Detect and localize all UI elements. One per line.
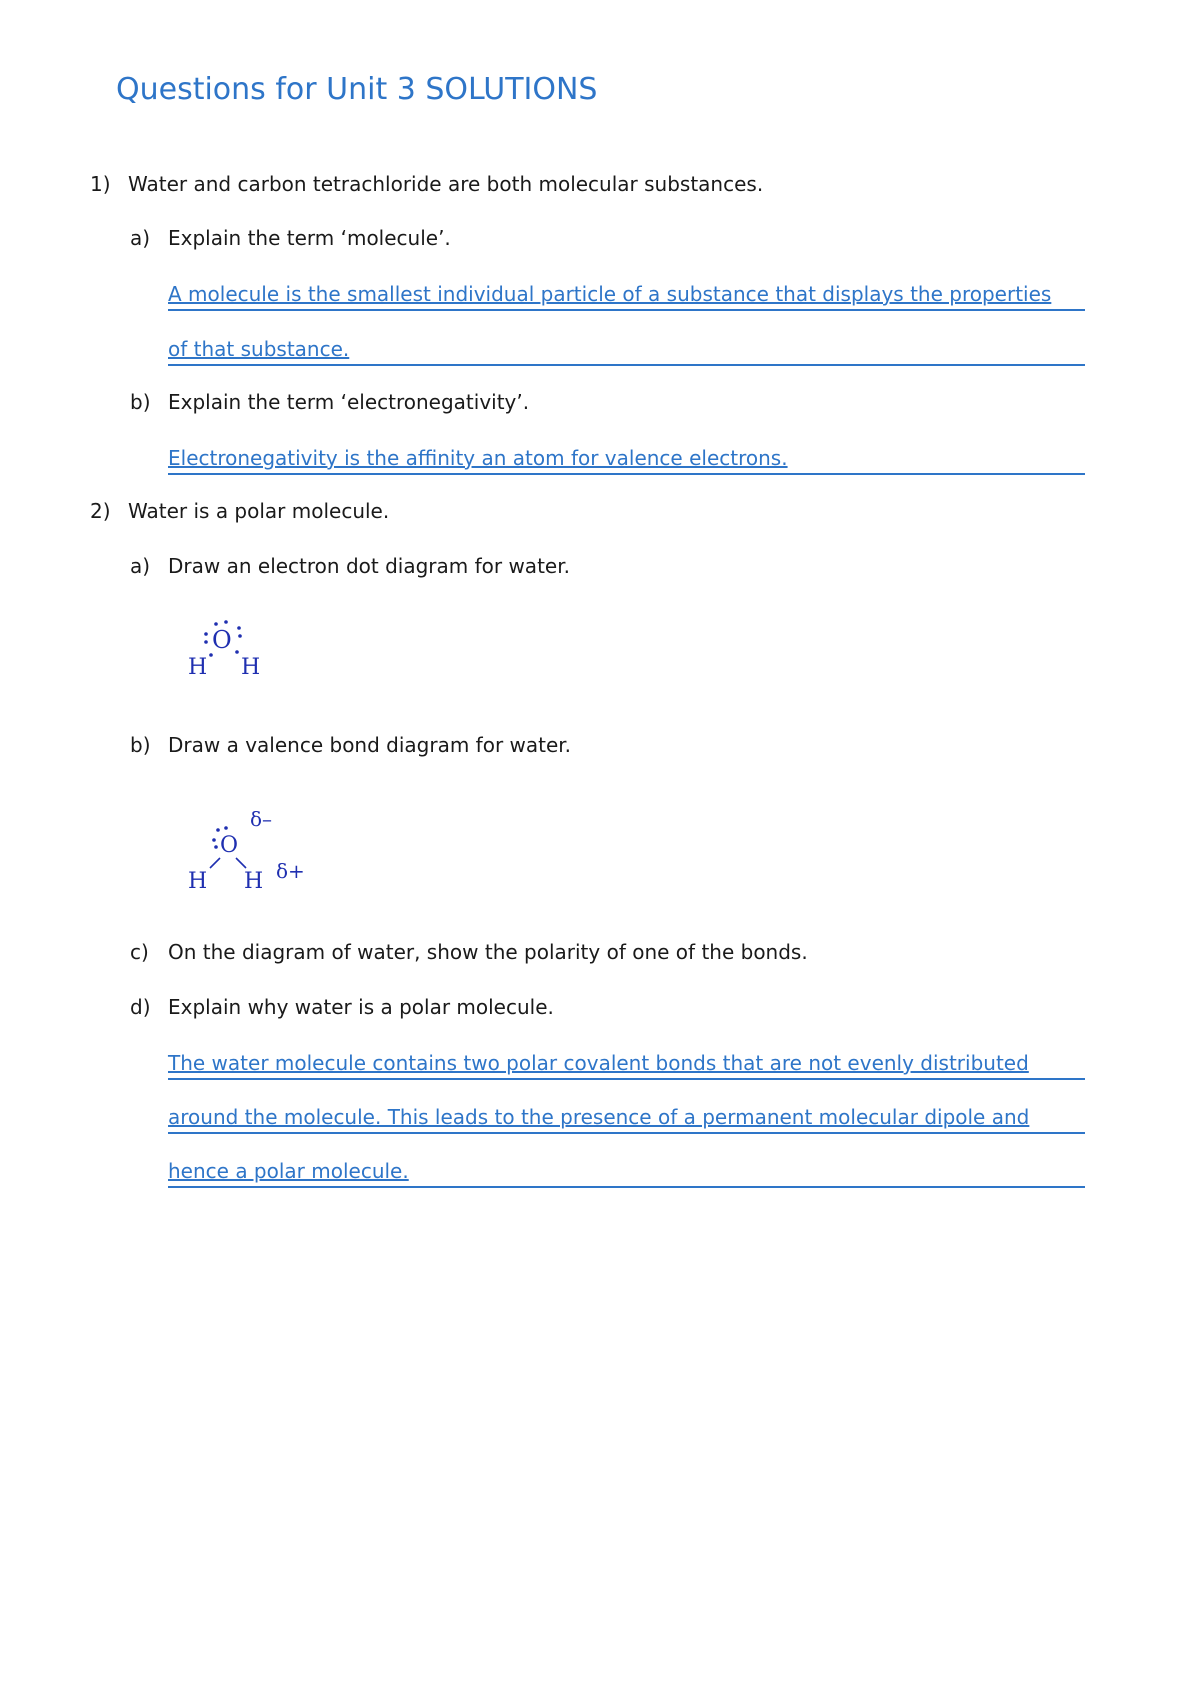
part-text: Explain the term ‘molecule’. [168, 226, 451, 250]
answer-line [168, 1104, 1085, 1134]
part-text: Explain why water is a polar molecule. [168, 995, 554, 1019]
question-2b [130, 733, 571, 757]
answer-text: The water molecule contains two polar covalent bonds that are not evenly distributed [168, 1051, 1029, 1075]
hydrogen-atom-right: H [244, 869, 264, 894]
part-letter: d) [130, 995, 151, 1019]
question-1b [130, 390, 529, 414]
part-letter: b) [130, 733, 151, 757]
covalent-bonds [210, 858, 246, 868]
question-number: 2) [90, 499, 111, 523]
part-text: Draw a valence bond diagram for water. [168, 733, 572, 757]
question-text: Water and carbon tetrachloride are both molecular substances. [128, 172, 764, 196]
question-1a [130, 226, 451, 250]
question-1 [90, 172, 763, 196]
hydrogen-atom-left: H [188, 655, 208, 680]
part-text: Draw an electron dot diagram for water. [168, 554, 570, 578]
answer-line [168, 1158, 1085, 1188]
part-letter: a) [130, 554, 151, 578]
partial-negative-label: δ– [250, 807, 273, 831]
oxygen-atom: O [212, 626, 232, 654]
answer-line [168, 1050, 1085, 1080]
electron-dot-diagram [180, 612, 280, 682]
answer-line [168, 445, 1085, 475]
answer-line [168, 281, 1085, 311]
part-letter: c) [130, 940, 149, 964]
answer-text: hence a polar molecule. [168, 1159, 409, 1183]
answer-text: Electronegativity is the affinity an atom for valence electrons. [168, 446, 788, 470]
question-2c [130, 940, 808, 964]
answer-text: of that substance. [168, 337, 350, 361]
part-text: Explain the term ‘electronegativity’. [168, 390, 530, 414]
part-letter: a) [130, 226, 151, 250]
question-2 [90, 499, 389, 523]
hydrogen-atom-right: H [241, 655, 261, 680]
hydrogen-atom-left: H [188, 869, 208, 894]
answer-text: A molecule is the smallest individual particle of a substance that displays the properties [168, 282, 1052, 306]
part-text: On the diagram of water, show the polarity of one of the bonds. [168, 940, 808, 964]
answer-text: around the molecule. This leads to the presence of a permanent molecular dipole and [168, 1105, 1030, 1129]
question-number: 1) [90, 172, 111, 196]
page-title: Questions for Unit 3 SOLUTIONS [116, 72, 598, 107]
answer-line [168, 336, 1085, 366]
oxygen-atom: O [220, 833, 239, 858]
part-letter: b) [130, 390, 151, 414]
question-2a [130, 554, 570, 578]
question-text: Water is a polar molecule. [128, 499, 390, 523]
partial-positive-label: δ+ [276, 859, 305, 883]
question-2d [130, 995, 554, 1019]
valence-bond-diagram [180, 800, 320, 895]
